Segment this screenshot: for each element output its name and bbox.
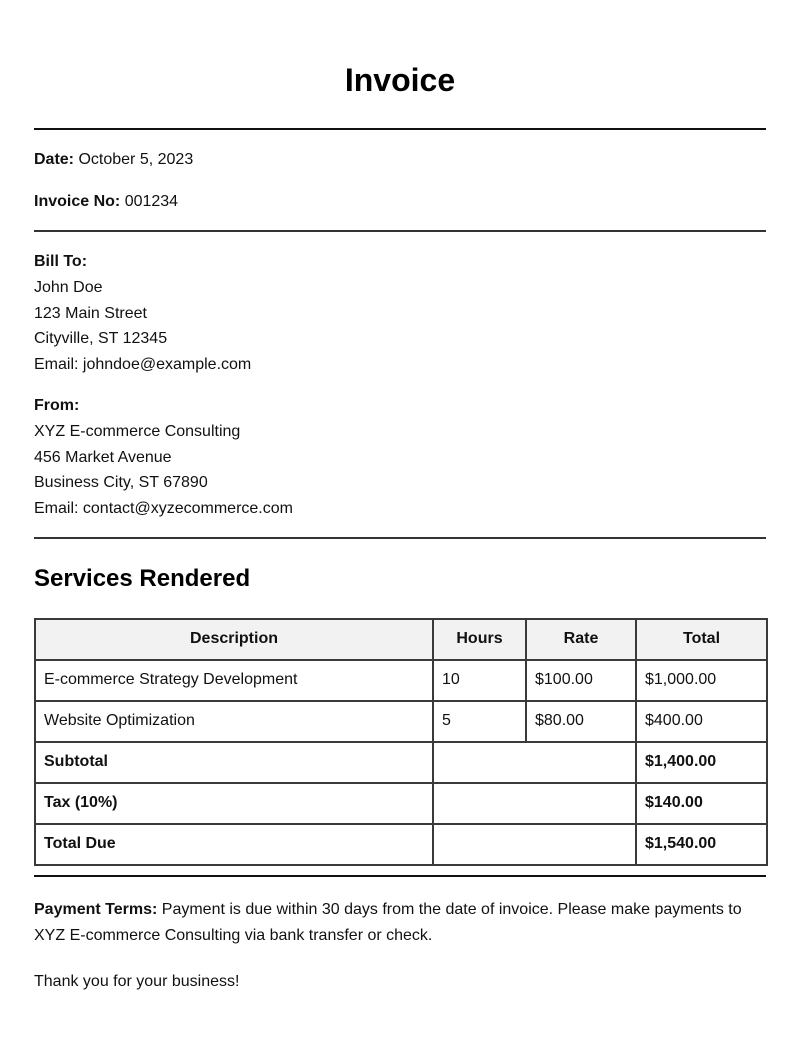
bill-to-block [34,249,766,378]
total-due-spacer [433,824,636,865]
subtotal-row [35,742,767,783]
from-city: Business City, ST 67890 [34,474,208,492]
bill-to-name: John Doe [34,278,103,296]
date-label: Date: [34,151,75,168]
cell-total: $400.00 [636,701,767,742]
total-due-value: $1,540.00 [636,824,767,865]
tax-value: $140.00 [636,783,767,824]
cell-description: E-commerce Strategy Development [35,660,433,701]
column-header-rate: Rate [526,619,636,660]
cell-total: $1,000.00 [636,660,767,701]
subtotal-spacer [433,742,636,783]
cell-hours: 10 [433,660,526,701]
tax-label: Tax (10%) [35,783,433,824]
invoice-number-label: Invoice No: [34,193,121,210]
column-header-total: Total [636,619,767,660]
invoice-number-value: 001234 [124,193,179,210]
services-table [34,618,768,866]
cell-rate: $100.00 [526,660,636,701]
column-header-hours: Hours [433,619,526,660]
date-value: October 5, 2023 [78,151,194,168]
from-heading: From: [34,396,80,414]
subtotal-value: $1,400.00 [636,742,767,783]
payment-terms-text: Payment is due within 30 days from the date of invoice. Please make payments to XYZ E-commerce Consulting via bank transfer or check. [34,900,742,944]
date-line [34,150,766,170]
from-company: XYZ E-commerce Consulting [34,422,241,440]
invoice-number-line [34,192,766,212]
cell-hours: 5 [433,701,526,742]
from-block [34,393,766,522]
cell-description: Website Optimization [35,701,433,742]
subtotal-label: Subtotal [35,742,433,783]
invoice-page [34,0,766,995]
address-divider [34,537,766,539]
meta-divider [34,230,766,232]
bill-to-street: 123 Main Street [34,304,147,322]
from-email: Email: contact@xyzecommerce.com [34,500,293,518]
cell-rate: $80.00 [526,701,636,742]
title-divider [34,128,766,130]
table-row [35,660,767,701]
bill-to-email: Email: johndoe@example.com [34,356,252,374]
table-header-row [35,619,767,660]
table-row [35,701,767,742]
column-header-description: Description [35,619,433,660]
from-street: 456 Market Avenue [34,448,172,466]
table-divider [34,875,766,877]
invoice-title: Invoice [344,62,456,98]
total-due-row [35,824,767,865]
closing-note: Thank you for your business! [34,972,240,990]
payment-terms-label: Payment Terms: [34,900,158,918]
bill-to-city: Cityville, ST 12345 [34,330,168,348]
services-heading: Services Rendered [34,564,251,592]
bill-to-heading: Bill To: [34,253,88,270]
total-due-label: Total Due [35,824,433,865]
tax-row [35,783,767,824]
tax-spacer [433,783,636,824]
payment-terms [34,897,766,949]
